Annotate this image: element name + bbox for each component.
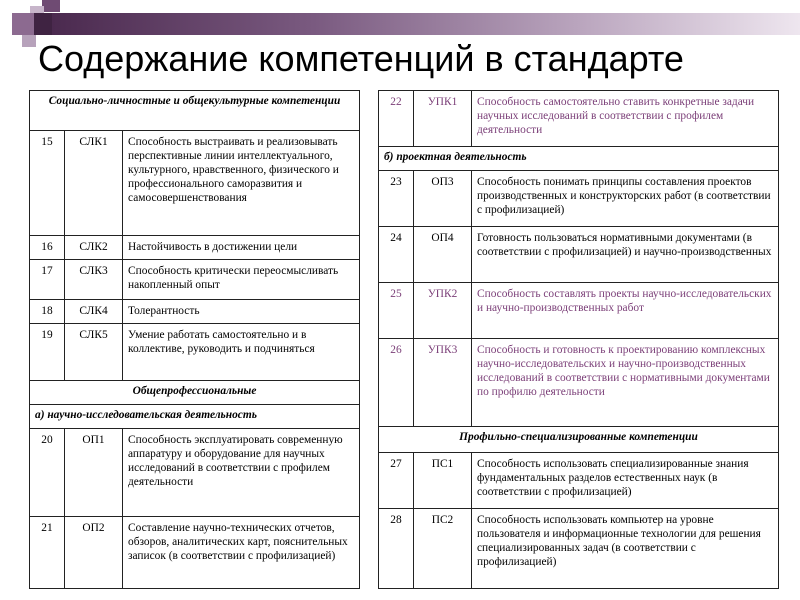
row-number: 16 bbox=[30, 236, 65, 260]
row-description: Способность использовать компьютер на уровне пользователя и информационные технологии для решения специализированных задач (в соответствии с профилизацией) bbox=[472, 509, 779, 589]
row-number: 23 bbox=[379, 171, 414, 227]
table-row bbox=[30, 324, 360, 381]
left-competency-table bbox=[29, 90, 360, 589]
row-description: Составление научно-технических отчетов, обзоров, аналитических карт, пояснительных записок (в соответствии с профилизацией) bbox=[123, 517, 360, 589]
row-description: Умение работать самостоятельно и в коллективе, руководить и подчиняться bbox=[123, 324, 360, 381]
row-description: Способность составлять проекты научно-исследовательских и научно-производственных работ bbox=[472, 283, 779, 339]
row-number: 28 bbox=[379, 509, 414, 589]
row-number: 26 bbox=[379, 339, 414, 427]
header-bar bbox=[52, 13, 800, 35]
row-code: ПС2 bbox=[414, 509, 472, 589]
row-number: 17 bbox=[30, 260, 65, 300]
row-code: ОП1 bbox=[65, 429, 123, 517]
row-code: СЛК4 bbox=[65, 300, 123, 324]
section-header-specialized: Профильно-специализированные компетенции bbox=[379, 427, 779, 453]
row-description: Способность понимать принципы составления проектов производственных и конструкторских работ (в соответствии с профилизацией) bbox=[472, 171, 779, 227]
table-row bbox=[379, 283, 779, 339]
row-number: 15 bbox=[30, 131, 65, 236]
table-row bbox=[30, 236, 360, 260]
table-row bbox=[30, 429, 360, 517]
table-row bbox=[379, 509, 779, 589]
row-description: Толерантность bbox=[123, 300, 360, 324]
row-description: Способность критически переосмысливать накопленный опыт bbox=[123, 260, 360, 300]
row-code: ОП4 bbox=[414, 227, 472, 283]
subsection-project: б) проектная деятельность bbox=[379, 147, 779, 171]
table-row bbox=[30, 131, 360, 236]
table-row bbox=[30, 260, 360, 300]
decor-square-mid bbox=[12, 13, 34, 35]
decor-square-top bbox=[42, 0, 60, 12]
table-row bbox=[379, 339, 779, 427]
table-row bbox=[30, 300, 360, 324]
row-number: 19 bbox=[30, 324, 65, 381]
row-description: Способность выстраивать и реализовывать перспективные линии интеллектуального, культурного, нравственного, физического и профессионального саморазвития и самосовершенствования bbox=[123, 131, 360, 236]
subsection-research: а) научно-исследовательская деятельность bbox=[30, 405, 360, 429]
row-number: 21 bbox=[30, 517, 65, 589]
row-number: 20 bbox=[30, 429, 65, 517]
section-header-general: Общепрофессиональные bbox=[30, 381, 360, 405]
table-row bbox=[30, 517, 360, 589]
row-code: СЛК2 bbox=[65, 236, 123, 260]
table-row bbox=[379, 227, 779, 283]
row-code: СЛК1 bbox=[65, 131, 123, 236]
row-number: 25 bbox=[379, 283, 414, 339]
row-code: ПС1 bbox=[414, 453, 472, 509]
row-code: ОП3 bbox=[414, 171, 472, 227]
row-number: 22 bbox=[379, 91, 414, 147]
row-code: УПК1 bbox=[414, 91, 472, 147]
row-number: 27 bbox=[379, 453, 414, 509]
table-row bbox=[379, 91, 779, 147]
row-description: Способность и готовность к проектированию комплексных научно-исследовательских и научно-производственных исследований в соответствии с нормативными документами по профилю деятельности bbox=[472, 339, 779, 427]
row-code: СЛК5 bbox=[65, 324, 123, 381]
decor-square-bottom bbox=[22, 35, 36, 47]
row-description: Способность использовать специализированные знания фундаментальных разделов естественных наук (в соответствии с профилизацией) bbox=[472, 453, 779, 509]
right-competency-table bbox=[378, 90, 779, 589]
section-header-social: Социально-личностные и общекультурные компетенции bbox=[30, 91, 360, 131]
page-title: Содержание компетенций в стандарте bbox=[38, 38, 684, 79]
decor-square-dark bbox=[34, 13, 52, 35]
row-description: Готовность пользоваться нормативными документами (в соответствии с профилизацией) и научно-производственных bbox=[472, 227, 779, 283]
row-description: Настойчивость в достижении цели bbox=[123, 236, 360, 260]
row-number: 18 bbox=[30, 300, 65, 324]
table-row bbox=[379, 171, 779, 227]
row-code: ОП2 bbox=[65, 517, 123, 589]
row-code: УПК3 bbox=[414, 339, 472, 427]
row-description: Способность самостоятельно ставить конкретные задачи научных исследований в соответствии с профилем деятельности bbox=[472, 91, 779, 147]
table-row bbox=[379, 453, 779, 509]
row-code: СЛК3 bbox=[65, 260, 123, 300]
row-number: 24 bbox=[379, 227, 414, 283]
row-code: УПК2 bbox=[414, 283, 472, 339]
row-description: Способность эксплуатировать современную аппаратуру и оборудование для научных исследований в соответствии с профилем деятельности bbox=[123, 429, 360, 517]
